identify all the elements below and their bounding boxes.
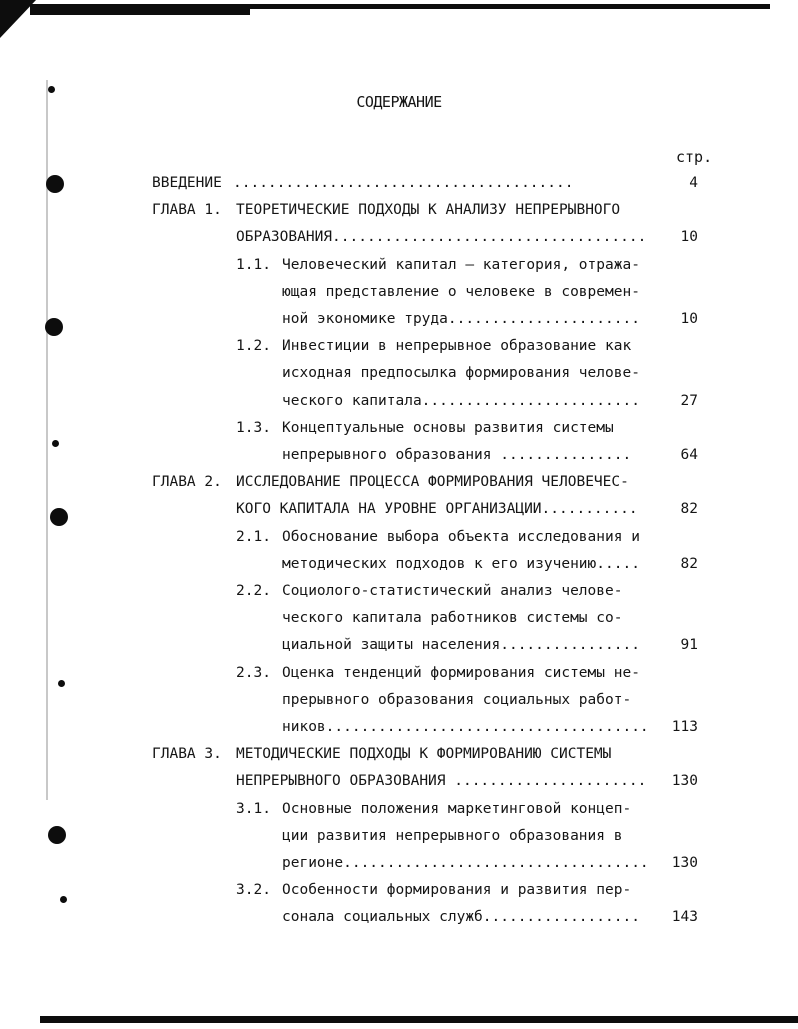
toc-section-line [0,607,798,629]
toc-entry-text: Обоснование выбора объекта исследования и [282,529,640,545]
page-number: 130 [671,773,698,789]
section-number: 3.1. [236,801,271,817]
page-number: 4 [689,175,698,191]
toc-entry-text: непрерывного образования ............... [282,447,632,463]
toc-section-line [0,662,798,684]
toc-entry-text: ческого капитала......................... [282,393,640,409]
chapter-label: ГЛАВА 3. [152,746,222,762]
toc-section-line [0,308,798,330]
toc-entry-text: Оценка тенденций формирования системы не- [282,665,640,681]
toc-entry-text: Социолого-статистический анализ челове- [282,583,623,599]
toc-entry-text: ОБРАЗОВАНИЯ.................................... [236,229,647,245]
page-number: 82 [680,501,698,517]
toc-section-line [0,798,798,820]
page-number: 27 [680,393,698,409]
toc-entry-text: ников..................................... [282,719,649,735]
toc-entry-text: Концептуальные основы развития системы [282,420,614,436]
scan-top-edge [30,9,250,15]
toc-section-line [0,580,798,602]
toc-entry-text: циальной защиты населения................ [282,637,640,653]
toc-section-line [0,254,798,276]
toc-section-line [0,335,798,357]
section-number: 1.2. [236,338,271,354]
toc-chapter-line [0,471,798,493]
toc-entry-text: прерывного образования социальных работ- [282,692,632,708]
section-number: 1.1. [236,257,271,273]
toc-chapter-line [0,199,798,221]
toc-section-line [0,444,798,466]
page-number: 113 [671,719,698,735]
toc-entry-text: Человеческий капитал – категория, отража- [282,257,640,273]
toc-section-line [0,634,798,656]
toc-entry-text: Основные положения маркетинговой концеп- [282,801,632,817]
page-number: 91 [680,637,698,653]
toc-section-line [0,879,798,901]
toc-section-line [0,906,798,928]
page-title: СОДЕРЖАНИЕ [356,93,442,111]
toc-section-line [0,362,798,384]
toc-entry-text: НЕПРЕРЫВНОГО ОБРАЗОВАНИЯ ...................... [236,773,647,789]
toc-entry-text: Инвестиции в непрерывное образование как [282,338,632,354]
page-number: 82 [680,556,698,572]
toc-chapter-line [0,770,798,792]
toc-section-line [0,852,798,874]
scan-speck [48,86,55,93]
chapter-label: ГЛАВА 2. [152,474,222,490]
toc-section-line [0,553,798,575]
toc-entry-text: исходная предпосылка формирования челове- [282,365,640,381]
toc-section-line [0,281,798,303]
section-number: 2.1. [236,529,271,545]
section-number: 1.3. [236,420,271,436]
toc-section-line [0,390,798,412]
page-number: 10 [680,229,698,245]
toc-entry-text: КОГО КАПИТАЛА НА УРОВНЕ ОРГАНИЗАЦИИ........... [236,501,638,517]
toc-entry-text: ....................................... [233,175,574,191]
toc-entry-text: сонала социальных служб.................. [282,909,640,925]
chapter-label: ВВЕДЕНИЕ [152,175,222,191]
toc-section-line [0,417,798,439]
toc-chapter-line [0,498,798,520]
page-number: 64 [680,447,698,463]
toc-entry-text: ции развития непрерывного образования в [282,828,623,844]
toc-section-line [0,526,798,548]
toc-chapter-line [0,743,798,765]
scan-bottom-edge [40,1016,798,1023]
toc-section-line [0,689,798,711]
toc-section-line [0,825,798,847]
toc-chapter-line [0,226,798,248]
page-number: 10 [680,311,698,327]
toc-entry-text: регионе................................... [282,855,649,871]
toc-entry-text: методических подходов к его изучению..... [282,556,640,572]
page-column-label: стр. [676,148,713,166]
toc-section-line [0,716,798,738]
page-number: 143 [671,909,698,925]
section-number: 2.3. [236,665,271,681]
toc-chapter-line [0,172,798,194]
section-number: 3.2. [236,882,271,898]
toc-entry-text: ющая представление о человеке в современ- [282,284,640,300]
toc-entry-text: Особенности формирования и развития пер- [282,882,632,898]
toc-entry-text: ной экономике труда...................... [282,311,640,327]
section-number: 2.2. [236,583,271,599]
chapter-label: ГЛАВА 1. [152,202,222,218]
toc-entry-text: ИССЛЕДОВАНИЕ ПРОЦЕССА ФОРМИРОВАНИЯ ЧЕЛОВЕЧЕС- [236,474,629,490]
toc-entry-text: МЕТОДИЧЕСКИЕ ПОДХОДЫ К ФОРМИРОВАНИЮ СИСТЕМЫ [236,746,612,762]
toc-entry-text: ческого капитала работников системы со- [282,610,623,626]
toc-entry-text: ТЕОРЕТИЧЕСКИЕ ПОДХОДЫ К АНАЛИЗУ НЕПРЕРЫВНОГО [236,202,621,218]
page-number: 130 [671,855,698,871]
